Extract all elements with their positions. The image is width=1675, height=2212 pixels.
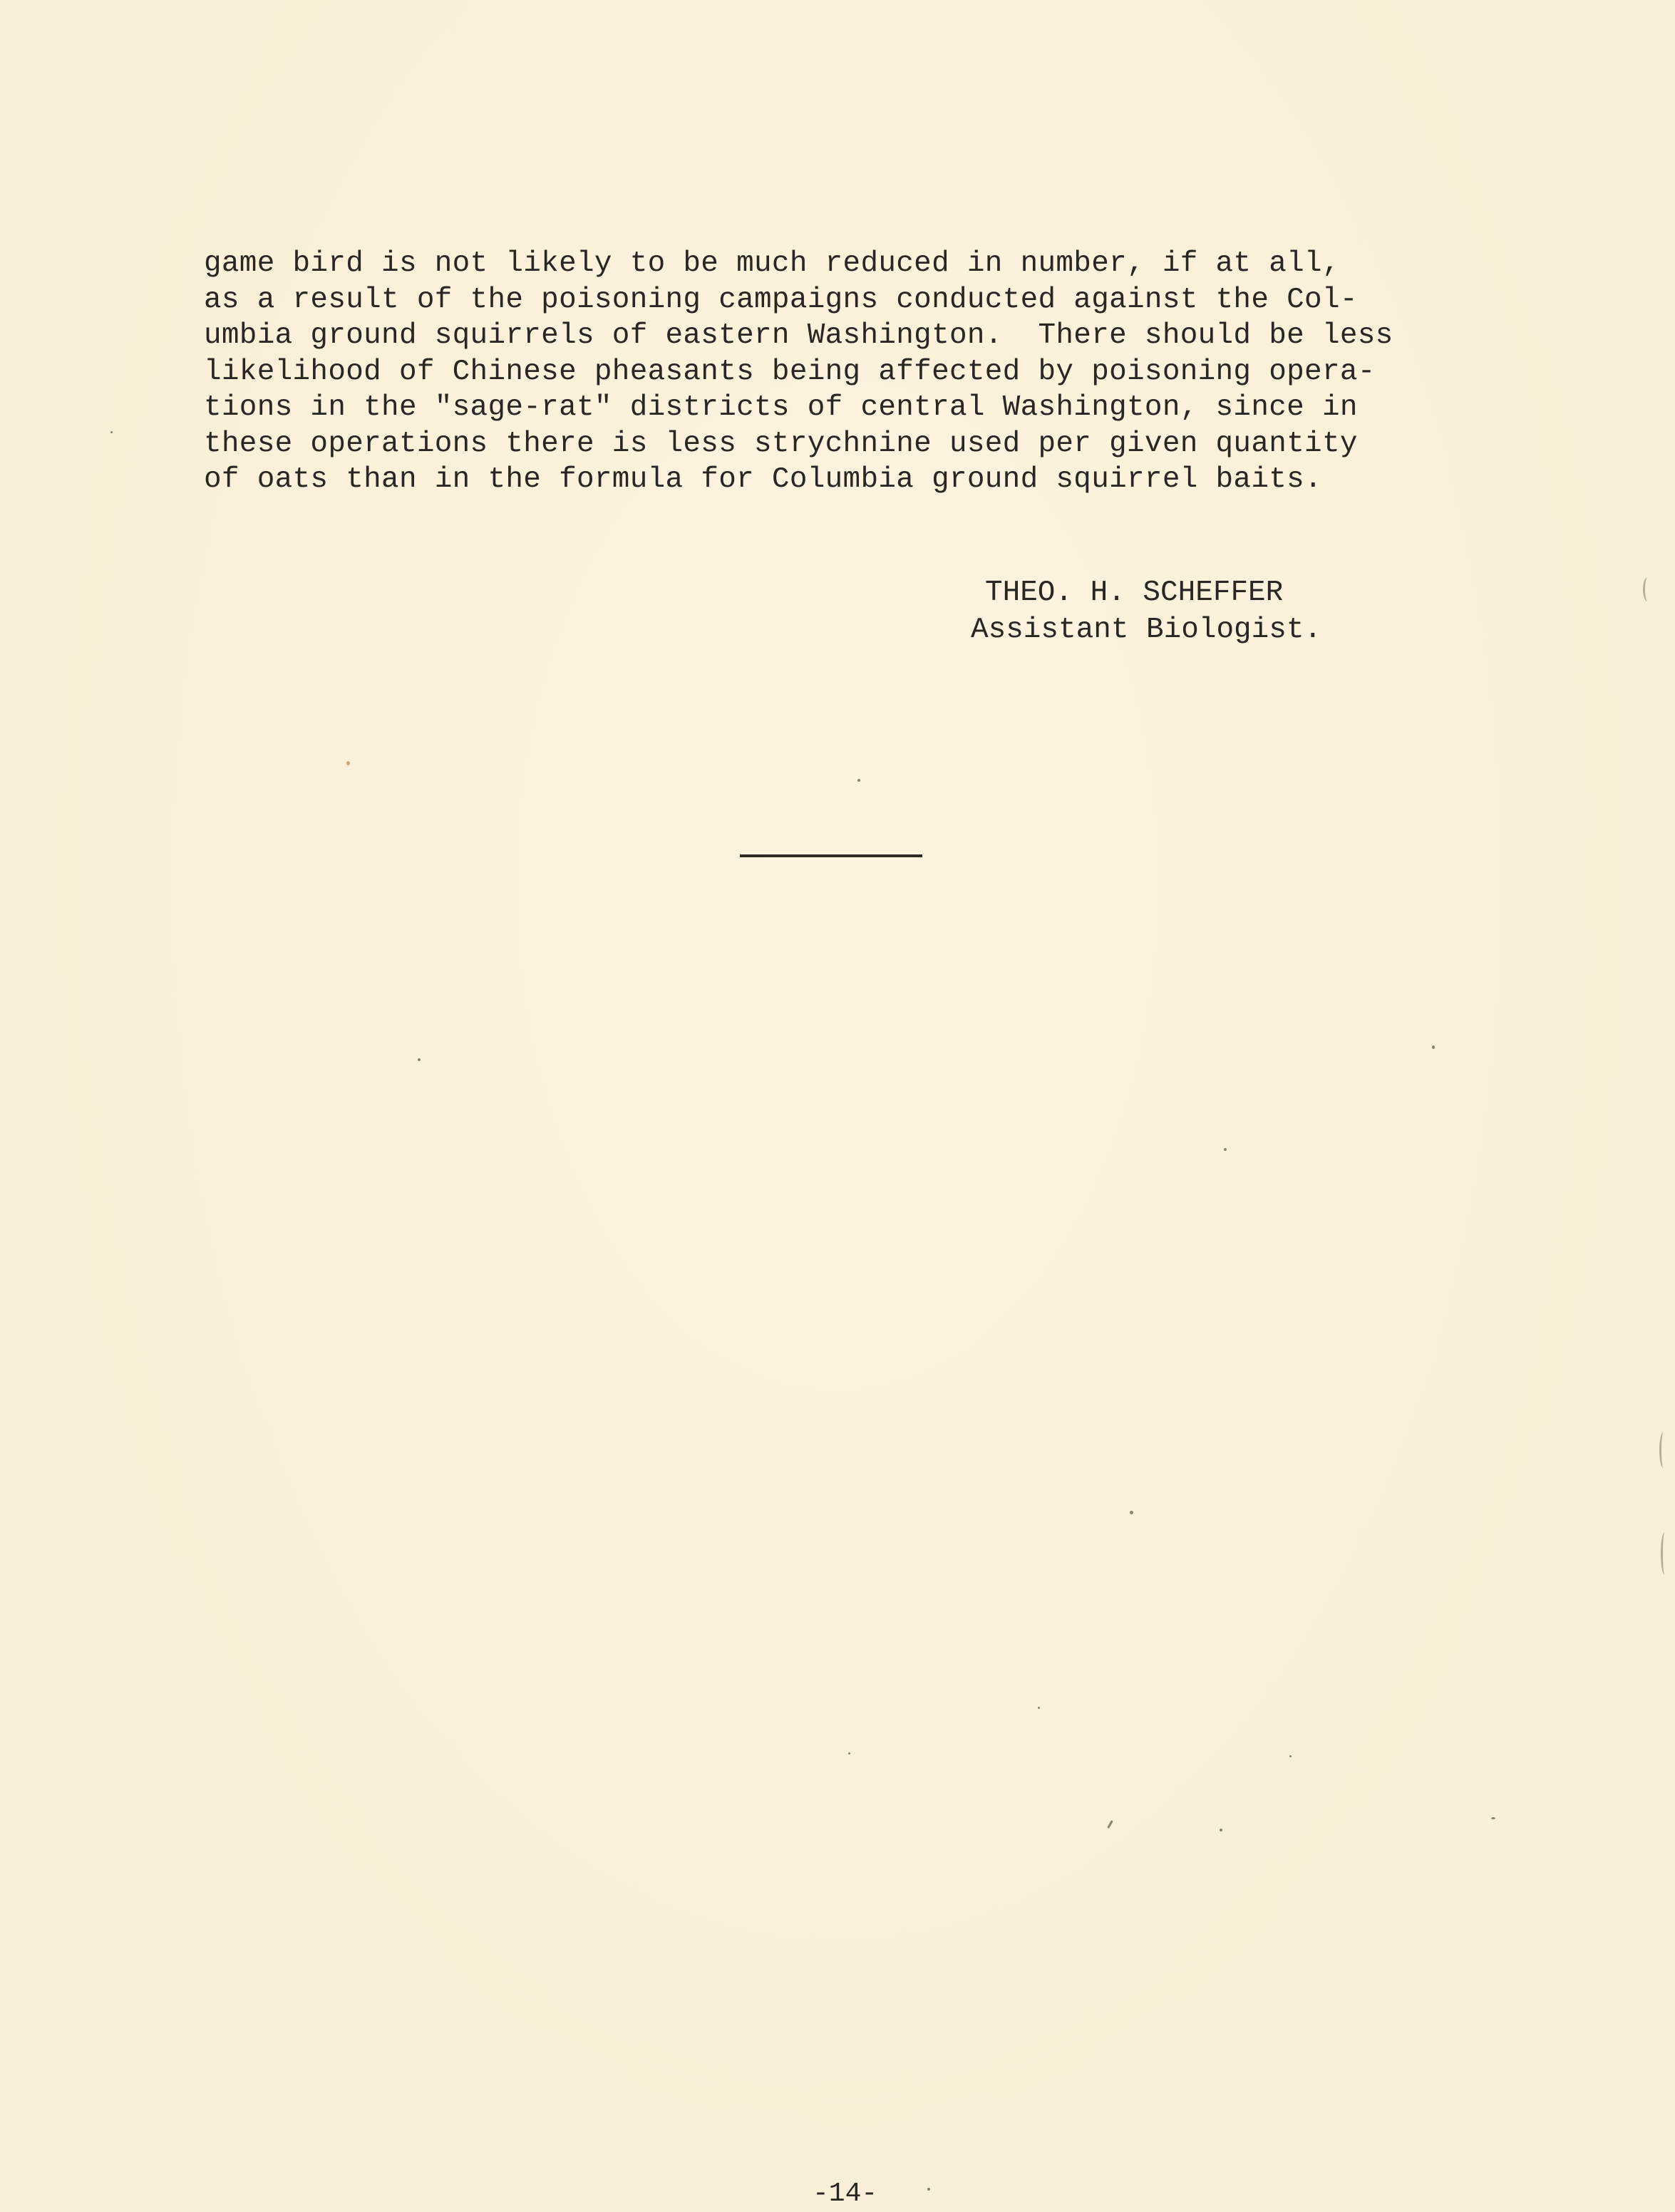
- paper-speck: [1038, 1707, 1040, 1709]
- paper-speck: [1130, 1511, 1133, 1514]
- paper-speck: [1107, 1820, 1113, 1829]
- signature-name: THEO. H. SCHEFFER: [985, 577, 1284, 609]
- paper-speck: [110, 431, 113, 433]
- signature-title: Assistant Biologist.: [971, 614, 1322, 646]
- paper-speck: [1224, 1148, 1227, 1151]
- body-paragraph: [204, 246, 1430, 498]
- paragraph-line: likelihood of Chinese pheasants being affected by poisoning opera-: [204, 355, 1376, 388]
- paragraph-line: these operations there is less strychnine used per given quantity: [204, 427, 1358, 460]
- signature-block: [971, 574, 1398, 648]
- paragraph-line: as a result of the poisoning campaigns conducted against the Col-: [204, 283, 1358, 316]
- paper-speck: [418, 1058, 421, 1061]
- paper-speck: [1220, 1829, 1222, 1831]
- paper-edge-mark: [1661, 1532, 1669, 1575]
- paragraph-line: umbia ground squirrels of eastern Washington. There should be less: [204, 319, 1393, 352]
- paragraph-line: tions in the "sage-rat" districts of central Washington, since in: [204, 391, 1358, 424]
- paper-speck: [346, 761, 350, 765]
- paper-speck: [1491, 1817, 1495, 1819]
- paper-edge-mark: [1643, 577, 1652, 601]
- paragraph-line: of oats than in the formula for Columbia ground squirrel baits.: [204, 463, 1322, 496]
- page-number: -14-: [813, 2179, 878, 2209]
- paper-speck: [848, 1752, 850, 1754]
- paragraph-line: game bird is not likely to be much reduced in number, if at all,: [204, 247, 1340, 280]
- paper-speck: [1289, 1755, 1292, 1757]
- paper-speck: [927, 2188, 930, 2191]
- paper-edge-mark: [1659, 1432, 1667, 1468]
- paper-speck: [1432, 1045, 1435, 1049]
- section-divider: [740, 854, 922, 857]
- paper-speck: [857, 779, 860, 782]
